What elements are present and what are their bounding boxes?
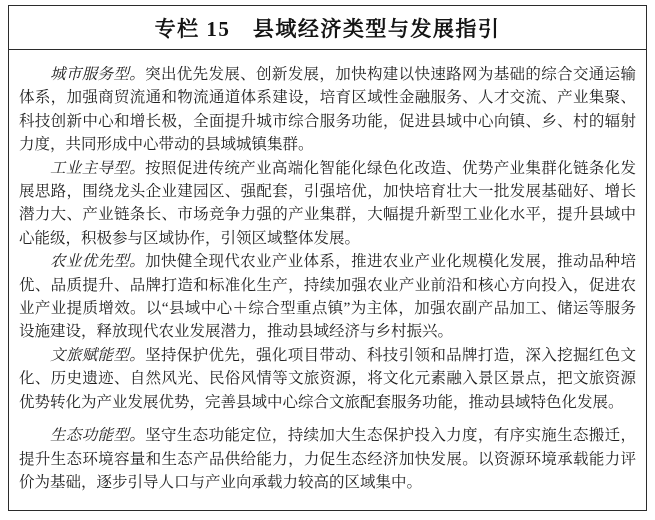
paragraph-text: 按照促进传统产业高端化智能化绿色化改造、优势产业集群化链条化发展思路，围绕龙头企业建园区、强配套，引强培优，加快培育壮大一批发展基础好、增长潜力大、产业链条长、市场竞争力强的产业集群，大幅提升新型工业化水平，提升县域中心能级，积极参与区域协作，引领区域整体发展。 <box>19 159 636 247</box>
paragraph-text: 坚持保护优先，强化项目带动、科技引领和品牌打造，深入挖掘红色文化、历史遗迹、自然风光、民俗风情等文旅资源，将文化元素融入景区景点，把文旅资源优势转化为产业发展优势，完善县域中心综合文旅配套服务功能，推动县域特色化发展。 <box>19 346 636 411</box>
county-type-paragraph <box>19 250 636 344</box>
column-box <box>8 5 647 511</box>
county-type-paragraph <box>19 344 636 414</box>
paragraph-lead: 城市服务型。 <box>50 66 146 83</box>
paragraph-text: 突出优先发展、创新发展，加快构建以快速路网为基础的综合交通运输体系，加强商贸流通和物流通道体系建设，培育区域性金融服务、人才交流、产业集聚、科技创新中心和增长极，全面提升城市综合服务功能，促进县域中心向镇、乡、村的辐射力度，共同形成中心带动的县域城镇集群。 <box>19 66 636 154</box>
panel-body <box>9 50 646 494</box>
paragraph-lead: 生态功能型。 <box>50 427 146 445</box>
paragraph-lead: 工业主导型。 <box>50 159 146 177</box>
paragraph-lead: 文旅赋能型。 <box>50 346 146 364</box>
county-type-paragraph <box>19 63 636 157</box>
paragraph-lead: 农业优先型。 <box>50 253 146 271</box>
county-type-paragraph <box>19 157 636 251</box>
panel-title: 专栏 15 县域经济类型与发展指引 <box>9 6 646 50</box>
paragraph-text: 坚守生态功能定位，持续加大生态保护投入力度，有序实施生态搬迁，提升生态环境容量和生态产品供给能力，力促生态经济加快发展。以资源环境承载能力评价为基础，逐步引导人口与产业向承载力较高的区域集中。 <box>19 427 636 491</box>
county-type-paragraph <box>19 424 636 494</box>
paragraph-text: 加快健全现代农业产业体系，推进农业产业化规模化发展，推动品种培优、品质提升、品牌打造和标准化生产，持续加强农业产业前沿和核心方向投入，促进农业产业提质增效。以“县域中心＋综合型重点镇”为主体，加强农副产品加工、储运等服务设施建设，释放现代农业发展潜力，推动县域经济与乡村振兴。 <box>19 253 636 341</box>
